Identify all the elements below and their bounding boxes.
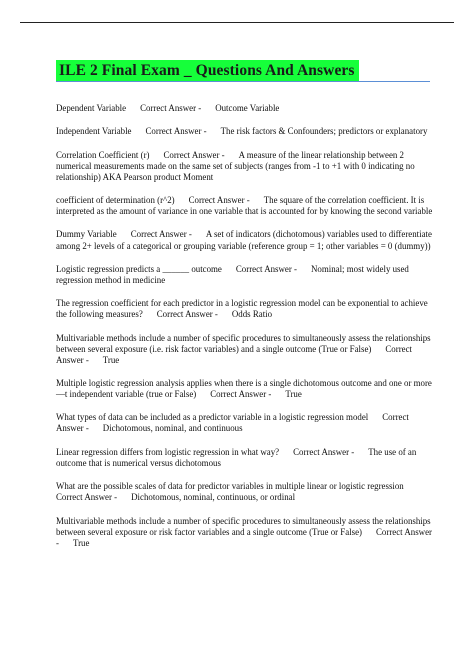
answer: Nominal; most widely used regression method in medicine xyxy=(56,263,409,285)
qa-item xyxy=(56,298,434,320)
answer: True xyxy=(102,354,120,365)
answer: A measure of the linear relationship between 2 numerical measurements made on the same set of subjects (ranges from -1 to +1 with 0 indicating no relationship) AKA Pearson product Moment xyxy=(56,149,415,182)
answer: Dichotomous, nominal, continuous, or ordinal xyxy=(131,492,296,503)
question: Dummy Variable xyxy=(56,229,117,240)
question: Linear regression differs from logistic regression in what way? xyxy=(56,446,280,457)
answer-label: Correct Answer - xyxy=(163,149,225,160)
answer-label: Correct Answer - xyxy=(145,126,207,137)
qa-item xyxy=(56,103,434,114)
question: coefficient of determination (r^2) xyxy=(56,195,175,206)
answer-label: Correct Answer - xyxy=(188,195,250,206)
answer-label: Correct Answer - xyxy=(156,309,218,320)
answer-label: Correct Answer - xyxy=(293,446,355,457)
answer-label: Correct Answer - xyxy=(130,229,192,240)
answer: A set of indicators (dichotomous) variables used to differentiate among 2+ levels of a categorical or grouping variable (reference group = 1; other variables = 0 (dummy)) xyxy=(56,229,432,251)
document-title: ILE 2 Final Exam _ Questions And Answers xyxy=(56,60,359,81)
question: Multivariable methods include a number of specific procedures to simultaneously assess the relationships between several exposure or risk factor variables and a single outcome (True or False) xyxy=(56,515,431,537)
question: The regression coefficient for each predictor in a logistic regression model can be exponential to achieve the following measures? xyxy=(56,298,428,320)
title-underline xyxy=(56,81,430,82)
answer: Dichotomous, nominal, and continuous xyxy=(102,423,243,434)
title-block xyxy=(56,60,430,82)
answer: True xyxy=(285,389,302,400)
question: Independent Variable xyxy=(56,126,132,137)
question: Multivariable methods include a number of specific procedures to simultaneously assess the relationships between several exposure (i.e. risk factor variables) and a single outcome (True or False) xyxy=(56,332,431,354)
qa-item xyxy=(56,516,434,549)
qa-item xyxy=(56,126,434,137)
qa-item xyxy=(56,333,434,366)
qa-item xyxy=(56,378,434,400)
answer-label: Correct Answer - xyxy=(56,526,432,548)
answer: The square of the correlation coefficient. It is interpreted as the amount of variance in one variable that is accounted for by knowing the second variable xyxy=(56,195,433,217)
qa-item xyxy=(56,150,434,183)
qa-item xyxy=(56,412,434,434)
question: Correlation Coefficient (r) xyxy=(56,149,150,160)
answer-label: Correct Answer - xyxy=(235,263,297,274)
qa-item xyxy=(56,264,434,286)
answer: Outcome Variable xyxy=(215,103,280,113)
question: Multiple logistic regression analysis applies when there is a single dichotomous outcome and one or more—t independent variable (true or False) xyxy=(56,378,432,400)
qa-item xyxy=(56,447,434,469)
answer-label: Correct Answer - xyxy=(140,103,202,113)
question: What types of data can be included as a predictor variable in a logistic regression model xyxy=(56,412,369,423)
qa-item xyxy=(56,229,434,251)
answer-label: Correct Answer - xyxy=(210,389,272,400)
question: Dependent Variable xyxy=(56,103,127,113)
answer-label: Correct Answer - xyxy=(56,492,118,503)
answer: The risk factors & Confounders; predictors or explanatory xyxy=(220,126,428,137)
qa-list xyxy=(56,103,434,561)
question: What are the possible scales of data for predictor variables in multiple linear or logistic regression xyxy=(56,481,404,492)
question: Logistic regression predicts a ______ outcome xyxy=(56,263,222,274)
qa-item xyxy=(56,195,434,217)
answer-label: Correct Answer - xyxy=(56,412,409,434)
answer: The use of an outcome that is numerical versus dichotomous xyxy=(56,446,417,468)
answer: Odds Ratio xyxy=(231,309,273,320)
answer-label: Correct Answer - xyxy=(56,343,412,365)
top-rule xyxy=(20,22,454,23)
answer: True xyxy=(72,537,90,548)
qa-item xyxy=(56,481,434,503)
